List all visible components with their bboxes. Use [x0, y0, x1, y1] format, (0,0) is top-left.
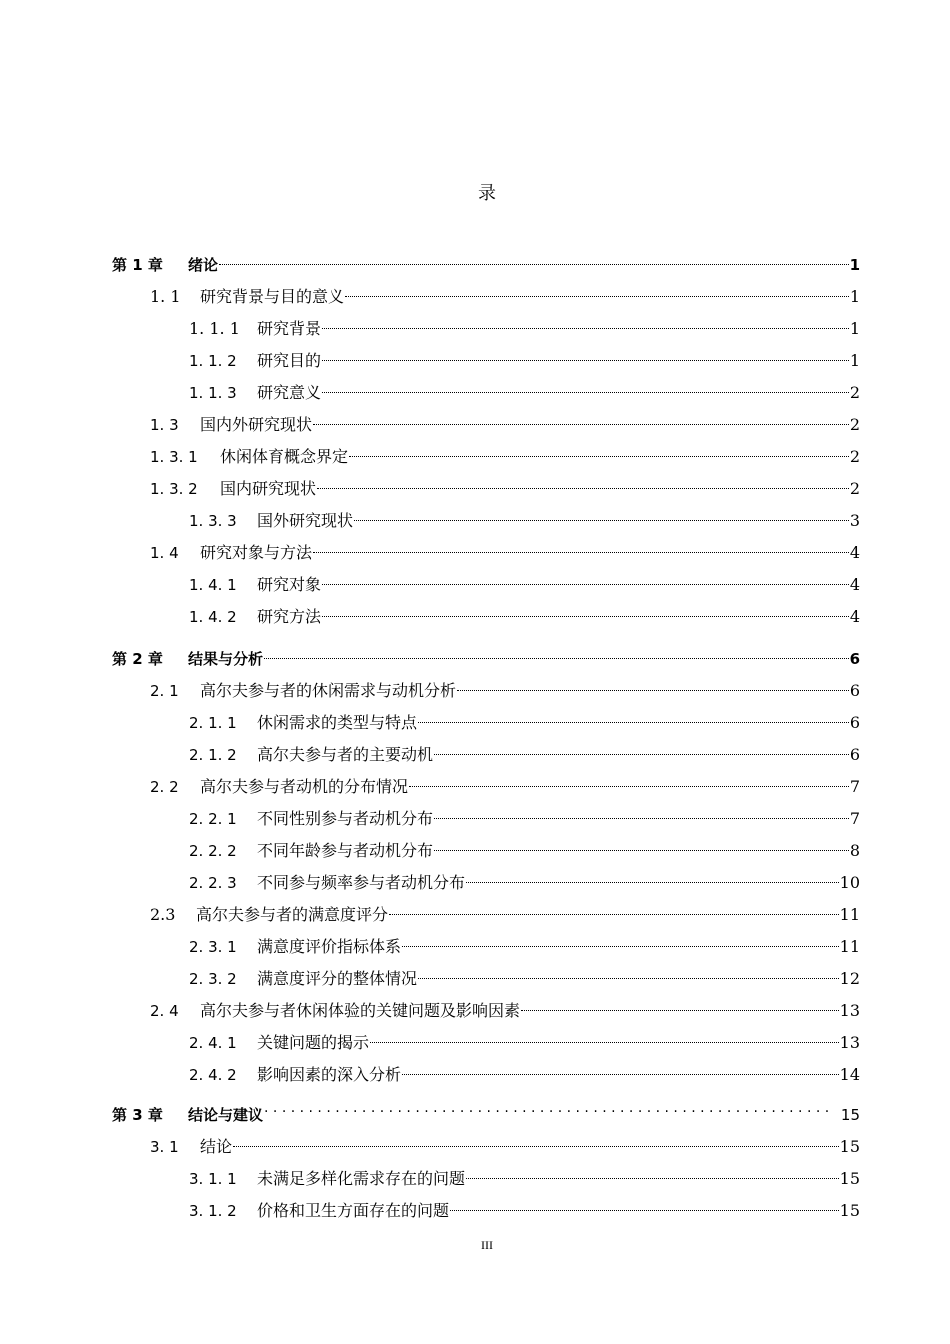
toc-entry[interactable]	[189, 928, 860, 956]
toc-entry-page: 13	[839, 1033, 860, 1052]
toc-entry-title: 结论	[200, 1137, 233, 1156]
toc-entry-page: 2	[849, 415, 860, 434]
toc-entry-page: 2	[849, 479, 860, 498]
toc-entry-number: 1. 1. 3	[189, 384, 237, 402]
toc-entry-title: 休闲需求的类型与特点	[257, 713, 418, 732]
toc-entry-number: 3. 1. 1	[189, 1170, 237, 1188]
toc-entry-page: 4	[849, 575, 860, 594]
toc-entry-title: 研究背景	[257, 319, 322, 338]
toc-entry-page: 14	[839, 1065, 860, 1084]
dot-leader	[434, 736, 849, 760]
toc-entry-title: 高尔夫参与者的主要动机	[257, 745, 434, 764]
toc-entry-number: 2. 2	[150, 778, 179, 796]
toc-entry-number: 2. 2. 2	[189, 842, 237, 860]
toc-entry-page: 11	[839, 937, 860, 956]
toc-entry[interactable]	[150, 278, 860, 306]
toc-entry-title: 研究对象	[257, 575, 322, 594]
toc-entry-title: 高尔夫参与者动机的分布情况	[200, 777, 409, 796]
toc-entry[interactable]	[150, 768, 860, 796]
toc-entry[interactable]	[150, 534, 860, 562]
toc-entry-title: 国内外研究现状	[200, 415, 313, 434]
toc-entry[interactable]	[189, 832, 860, 860]
toc-entry-title: 研究背景与目的意义	[200, 287, 345, 306]
toc-entry-number: 2. 1. 2	[189, 746, 237, 764]
toc-entry-number: 2. 2. 3	[189, 874, 237, 892]
toc-entry-page: 4	[849, 607, 860, 626]
toc-entry[interactable]	[189, 864, 860, 892]
toc-entry-title: 研究方法	[257, 607, 322, 626]
toc-entry-number: 1. 4. 2	[189, 608, 237, 626]
dot-leader	[313, 406, 849, 430]
dot-leader	[457, 672, 849, 696]
toc-entry-title: 国外研究现状	[257, 511, 354, 530]
toc-entry-number: 1. 3. 3	[189, 512, 237, 530]
toc-entry-title: 不同参与频率参与者动机分布	[257, 873, 466, 892]
toc-entry-title: 结论与建议	[188, 1106, 264, 1124]
dot-leader	[370, 1024, 839, 1048]
toc-entry-number: 1. 4. 1	[189, 576, 237, 594]
toc-entry[interactable]	[189, 1056, 860, 1084]
toc-entry-title: 高尔夫参与者的满意度评分	[196, 905, 389, 924]
toc-entry-page: 6	[849, 650, 860, 668]
toc-entry[interactable]	[189, 566, 860, 594]
toc-entry[interactable]	[189, 310, 860, 338]
dot-leader	[409, 768, 849, 792]
toc-entry-title: 研究对象与方法	[200, 543, 313, 562]
toc-entry[interactable]	[112, 246, 860, 274]
toc-entry-title: 关键问题的揭示	[257, 1033, 370, 1052]
toc-entry-title: 结果与分析	[188, 650, 264, 668]
toc-entry[interactable]	[189, 502, 860, 530]
toc-entry-number: 第 3 章	[112, 1106, 163, 1124]
toc-entry-page: 7	[849, 809, 860, 828]
dot-leader	[434, 800, 849, 824]
toc-entry-number: 2.3	[150, 905, 176, 924]
toc-entry-page: 1	[849, 319, 860, 338]
toc-entry-page: 8	[849, 841, 860, 860]
dot-leader	[521, 992, 839, 1016]
dot-leader	[219, 246, 849, 270]
toc-entry-number: 1. 3	[150, 416, 179, 434]
toc-entry[interactable]	[189, 800, 860, 828]
toc-entry[interactable]	[189, 1024, 860, 1052]
toc-entry-title: 满意度评价指标体系	[257, 937, 402, 956]
toc-entry-page: 13	[839, 1001, 860, 1020]
toc-entry-number: 2. 4	[150, 1002, 179, 1020]
dot-leader	[418, 704, 849, 728]
toc-entry[interactable]	[189, 960, 860, 988]
toc-entry-page: 1	[849, 351, 860, 370]
toc-entry-title: 国内研究现状	[220, 479, 317, 498]
toc-entry-page: 15	[839, 1201, 860, 1220]
dot-leader	[322, 374, 849, 398]
toc-entry-title: 不同年龄参与者动机分布	[257, 841, 434, 860]
toc-entry-page: 10	[839, 873, 860, 892]
toc-entry[interactable]	[150, 438, 860, 466]
toc-entry-title: 研究意义	[257, 383, 322, 402]
dot-leader	[264, 640, 849, 664]
toc-entry-page: 15	[839, 1137, 860, 1156]
dot-leader	[466, 1160, 839, 1184]
toc-entry-page: 1	[849, 256, 860, 274]
toc-entry[interactable]	[150, 406, 860, 434]
toc-entry-title: 影响因素的深入分析	[257, 1065, 402, 1084]
toc-entry-page: 7	[849, 777, 860, 796]
dot-leader	[264, 1096, 840, 1120]
toc-entry[interactable]	[150, 896, 860, 924]
dot-leader	[466, 864, 839, 888]
toc-entry-title: 未满足多样化需求存在的问题	[257, 1169, 466, 1188]
dot-leader	[354, 502, 849, 526]
toc-entry[interactable]	[150, 470, 860, 498]
toc-entry-number: 第 1 章	[112, 256, 163, 274]
dot-leader	[349, 438, 849, 462]
toc-entry-page: 11	[839, 905, 860, 924]
toc-entry-page: 12	[839, 969, 860, 988]
dot-leader	[345, 278, 849, 302]
toc-entry[interactable]	[150, 992, 860, 1020]
toc-entry-title: 休闲体育概念界定	[220, 447, 349, 466]
toc-entry[interactable]	[189, 1192, 860, 1220]
toc-entry[interactable]	[189, 598, 860, 626]
toc-entry-page: 6	[849, 745, 860, 764]
dot-leader	[322, 566, 849, 590]
toc-entry[interactable]	[189, 704, 860, 732]
toc-entry-title: 绪论	[188, 256, 219, 274]
toc-entry-title: 满意度评分的整体情况	[257, 969, 418, 988]
dot-leader	[313, 534, 849, 558]
toc-entry-number: 1. 3. 2	[150, 480, 198, 498]
toc-entry-page: 6	[849, 713, 860, 732]
dot-leader	[450, 1192, 839, 1216]
toc-entry-title: 高尔夫参与者休闲体验的关键问题及影响因素	[200, 1001, 521, 1020]
toc-entry-page: 2	[849, 447, 860, 466]
toc-entry-page: 1	[849, 287, 860, 306]
dot-leader	[233, 1128, 839, 1152]
toc-entry[interactable]	[189, 1160, 860, 1188]
dot-leader	[418, 960, 839, 984]
toc-entry-number: 1. 1	[150, 287, 181, 306]
dot-leader	[322, 310, 849, 334]
toc-entry-title: 价格和卫生方面存在的问题	[257, 1201, 450, 1220]
toc-entry-page: 6	[849, 681, 860, 700]
toc-entry[interactable]	[150, 1128, 860, 1156]
toc-entry-number: 2. 3. 1	[189, 938, 237, 956]
dot-leader	[434, 832, 849, 856]
dot-leader	[402, 1056, 839, 1080]
toc-entry-page: 2	[849, 383, 860, 402]
toc-entry-number: 1. 1. 1	[189, 319, 240, 338]
toc-entry-number: 1. 3. 1	[150, 448, 198, 466]
toc-entry-number: 2. 4. 2	[189, 1066, 237, 1084]
toc-entry-number: 3. 1	[150, 1138, 179, 1156]
toc-entry-number: 2. 1. 1	[189, 714, 237, 732]
toc-entry[interactable]	[189, 342, 860, 370]
toc-entry-number: 2. 2. 1	[189, 810, 237, 828]
dot-leader	[402, 928, 839, 952]
dot-leader	[389, 896, 839, 920]
toc-entry-number: 2. 3. 2	[189, 970, 237, 988]
page-number-footer: III	[481, 1238, 493, 1252]
toc-entry[interactable]	[112, 640, 860, 668]
dot-leader	[322, 598, 849, 622]
toc-entry-number: 2. 4. 1	[189, 1034, 237, 1052]
toc-entry[interactable]	[189, 736, 860, 764]
toc-entry[interactable]	[112, 1096, 860, 1124]
toc-entry-page: 4	[849, 543, 860, 562]
toc-entry-title: 高尔夫参与者的休闲需求与动机分析	[200, 681, 457, 700]
toc-entry-page: 3	[849, 511, 860, 530]
toc-entry-number: 3. 1. 2	[189, 1202, 237, 1220]
toc-entry-page: 15	[840, 1106, 860, 1124]
toc-title: 录	[478, 183, 496, 204]
toc-entry-number: 1. 1. 2	[189, 352, 237, 370]
toc-entry[interactable]	[189, 374, 860, 402]
toc-entry-number: 2. 1	[150, 682, 179, 700]
toc-entry-number: 第 2 章	[112, 650, 163, 668]
toc-entry-number: 1. 4	[150, 544, 179, 562]
toc-entry-title: 不同性别参与者动机分布	[257, 809, 434, 828]
dot-leader	[322, 342, 849, 366]
toc-entry-page: 15	[839, 1169, 860, 1188]
toc-entry-title: 研究目的	[257, 351, 322, 370]
toc-entry[interactable]	[150, 672, 860, 700]
dot-leader	[317, 470, 849, 494]
